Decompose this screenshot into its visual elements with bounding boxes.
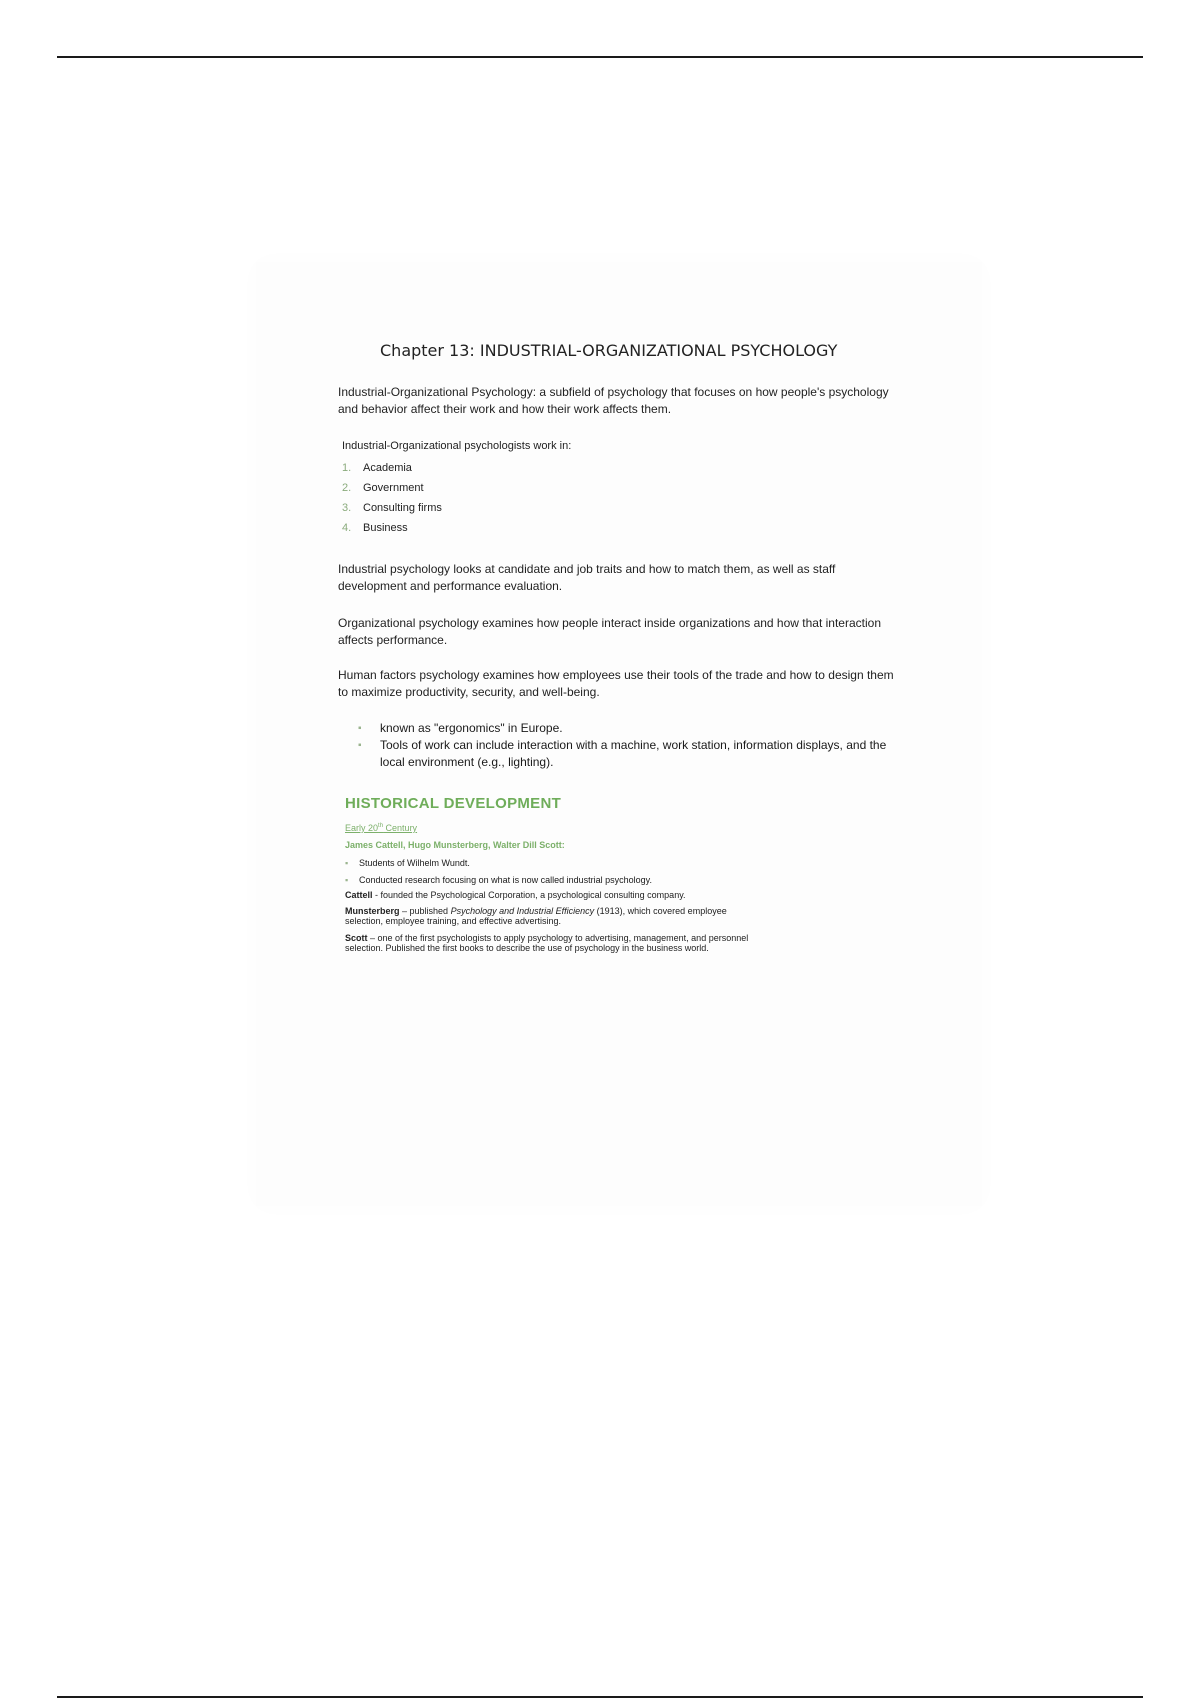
munsterberg-name: Munsterberg xyxy=(345,906,400,916)
munsterberg-note xyxy=(345,906,755,926)
list-item xyxy=(342,518,442,538)
era-text: Early 20 xyxy=(345,823,379,833)
scott-note xyxy=(345,933,755,953)
era-label xyxy=(345,823,417,833)
people-label: James Cattell, Hugo Munsterberg, Walter Dill Scott: xyxy=(345,840,565,850)
scott-name: Scott xyxy=(345,933,368,943)
era-suffix: Century xyxy=(383,823,418,833)
list-item xyxy=(342,498,442,518)
list-item xyxy=(358,720,898,737)
bullet-text: Tools of work can include interaction with a machine, work station, information displays, and the local environment (e.g., lighting). xyxy=(380,738,887,769)
bullet-icon: ▪ xyxy=(358,740,362,751)
human-factors-bullets xyxy=(358,720,898,771)
bullet-text: Conducted research focusing on what is now called industrial psychology. xyxy=(359,875,652,885)
munsterberg-post: (1913), which covered employee selection, employee training, and effective advertising. xyxy=(345,906,727,926)
list-item-text: Consulting firms xyxy=(363,502,442,514)
bullet-icon: ▪ xyxy=(345,858,349,868)
workplace-list xyxy=(342,458,442,538)
bullet-icon: ▪ xyxy=(358,723,362,734)
historical-heading: HISTORICAL DEVELOPMENT xyxy=(345,795,562,812)
list-number: 2. xyxy=(342,482,352,494)
list-item xyxy=(342,478,442,498)
historical-bullets xyxy=(345,856,652,890)
list-number: 1. xyxy=(342,462,352,474)
human-factors-paragraph: Human factors psychology examines how employees use their tools of the trade and how to design them to maximize productivity, security, and well-being. xyxy=(338,668,894,699)
list-item xyxy=(345,873,652,890)
scott-text: – one of the first psychologists to apply psychology to advertising, management, and personnel selection. Published the first books to describe the use of psychology in the business world. xyxy=(345,933,749,953)
bottom-rule xyxy=(57,1696,1143,1698)
munsterberg-pre: – published xyxy=(399,906,451,916)
cattell-note xyxy=(345,890,755,900)
top-rule xyxy=(57,56,1143,58)
cattell-name: Cattell xyxy=(345,890,373,900)
work-in-label: Industrial-Organizational psychologists work in: xyxy=(342,440,572,452)
bullet-text: Students of Wilhelm Wundt. xyxy=(359,858,470,868)
definition-paragraph: Industrial-Organizational Psychology: a subfield of psychology that focuses on how people's psychology and behavior affect their work and how their work affects them. xyxy=(338,385,889,416)
list-number: 4. xyxy=(342,522,352,534)
chapter-title: Chapter 13: INDUSTRIAL-ORGANIZATIONAL PSYCHOLOGY xyxy=(380,341,838,360)
munsterberg-book: Psychology and Industrial Efficiency xyxy=(450,906,595,916)
list-item xyxy=(345,856,652,873)
cattell-text: - founded the Psychological Corporation, a psychological consulting company. xyxy=(372,890,686,900)
list-item-text: Business xyxy=(363,522,408,534)
list-number: 3. xyxy=(342,502,352,514)
list-item-text: Government xyxy=(363,482,424,494)
industrial-paragraph: Industrial psychology looks at candidate and job traits and how to match them, as well as staff development and performance evaluation. xyxy=(338,562,836,593)
list-item xyxy=(358,737,898,771)
bullet-text: known as "ergonomics" in Europe. xyxy=(380,721,563,735)
list-item-text: Academia xyxy=(363,462,412,474)
organizational-paragraph: Organizational psychology examines how people interact inside organizations and how that interaction affects performance. xyxy=(338,616,881,647)
bullet-icon: ▪ xyxy=(345,875,349,885)
list-item xyxy=(342,458,442,478)
era-superscript: th xyxy=(378,823,384,829)
